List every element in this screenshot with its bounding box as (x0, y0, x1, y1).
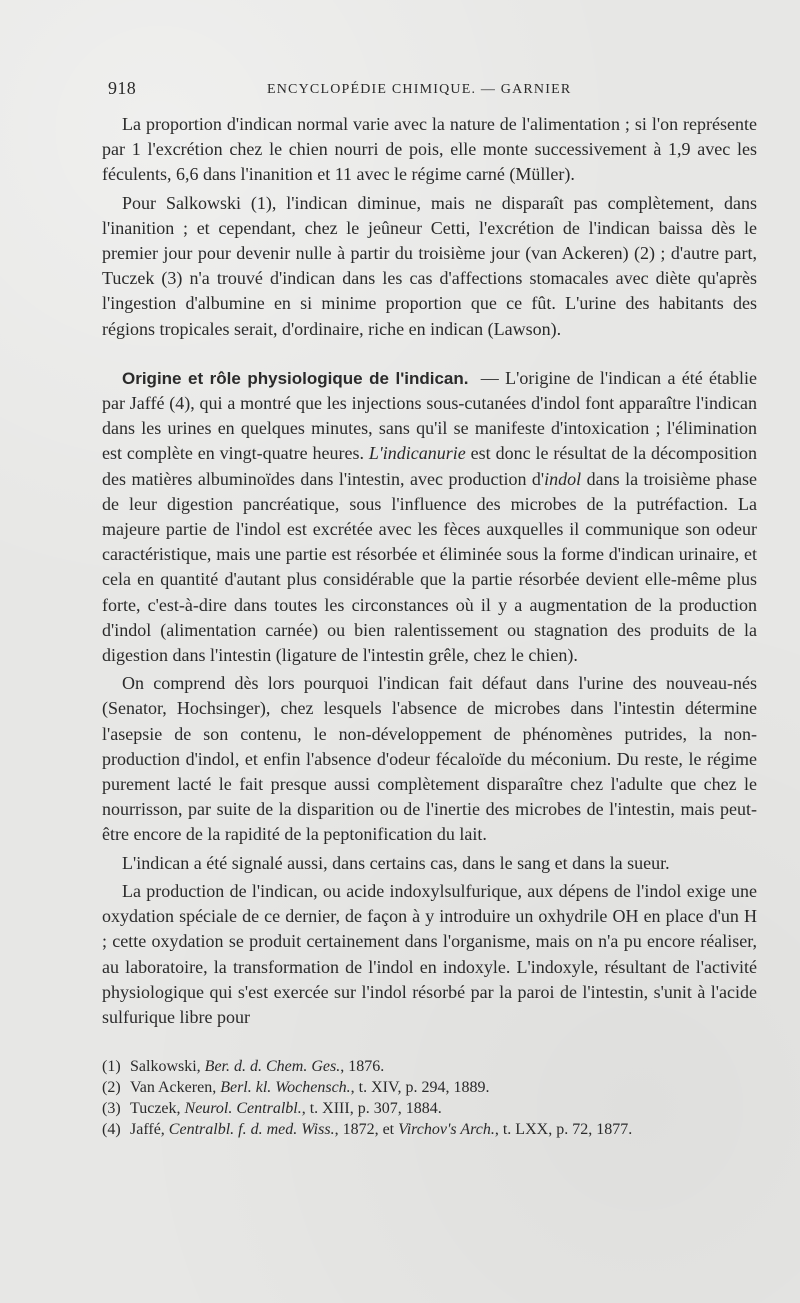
section-paragraph-3: L'indican a été signalé aussi, dans certains cas, dans le sang et dans la sueur. (122, 852, 670, 873)
section-paragraph-1-text-1: — L'origine de l'indican a été établie par Jaffé (4), qui a montré que les injections sous-cutanées d'indol font apparaître l'indican dans les urines en quelques minutes, sans qu'il se manifeste d'intoxication ; l'élimination est complète en vingt-quatre heures. (102, 367, 757, 464)
footnote-journal: Neurol. Centralbl. (184, 1100, 302, 1118)
section-paragraph-1-text-2: est donc le résultat de la décomposition des matières albuminoïdes dans l'intestin, avec production d' (102, 443, 758, 489)
footnote-journal: Centralbl. f. d. med. Wiss. (168, 1121, 335, 1139)
footnote-reference: , 1876. (340, 1058, 385, 1076)
paragraph-2: Pour Salkowski (1), l'indican diminue, mais ne disparaît pas complètement, dans l'inanition ; et cependant, chez le jeûneur Cetti, l'excrétion de l'indican baissa dès le premier jour pour devenir nulle à partir du troisième jour (van Ackeren) (2) ; d'autre part, Tuczek (3) n'a trouvé d'indican dans les cas d'affections stomacales avec diète qu'après l'ingestion d'albumine en si minime proportion que ce fût. L'urine des habitants des régions tropicales serait, d'ordinaire, riche en indican (Lawson). (102, 192, 757, 339)
footnote-1 (102, 1056, 757, 1077)
section-paragraph-1-text-3: dans la troisième phase de leur digestion pancréatique, sous l'influence des microbes de la putréfaction. La majeure partie de l'indol est excrétée avec les fèces auxquelles il communique son odeur caractéristique, mais une partie est résorbée et éliminée sous la forme d'indican urinaire, et cela en quantité d'autant plus considérable que la partie résorbée devient elle-même plus forte, c'est-à-dire dans toutes les circonstances où il y a augmentation de la production d'indol (alimentation carnée) ou bien ralentissement ou stagnation des produits de la digestion dans l'intestin (ligature de l'intestin grêle, chez le chien). (102, 468, 757, 666)
footnote-reference: , t. LXX, p. 72, 1877. (494, 1121, 633, 1139)
section-paragraph-2: On comprend dès lors pourquoi l'indican fait défaut dans l'urine des nouveau-nés (Senator, Hochsinger), chez lesquels l'absence de microbes dans l'intestin détermine l'asepsie de son contenu, le non-développement de phénomènes putrides, la non-production d'indol, et enfin l'absence d'odeur fécaloïde du méconium. Du reste, le régime purement lacté le fait presque aussi complètement disparaître chez l'adulte que chez le nourrisson, par suite de la disparition ou de l'inertie des microbes de l'intestin, mais peut-être encore de la rapidité de la peptonification du lait. (102, 673, 757, 845)
footnote-number: (2) (102, 1079, 121, 1097)
footnote-3 (102, 1098, 757, 1119)
footnote-journal: Berl. kl. Wochensch. (220, 1079, 351, 1097)
section-title: Origine et rôle physiologique de l'indican. (122, 368, 469, 388)
running-head: ENCYCLOPÉDIE CHIMIQUE. — GARNIER (267, 82, 572, 97)
footnote-journal: Ber. d. d. Chem. Ges. (204, 1058, 341, 1076)
section-paragraph-1-italic-1: L'indicanurie (368, 443, 466, 464)
page-header (102, 78, 758, 112)
paragraph-1: La proportion d'indican normal varie avec la nature de l'alimentation ; si l'on représente par 1 l'excrétion chez le chien nourri de pois, elle monte successivement à 1,9 avec les féculents, 6,6 dans l'inanition et 11 avec le régime carné (Müller). (102, 114, 757, 185)
footnotes (102, 1056, 757, 1140)
section-paragraph-4: La production de l'indican, ou acide indoxylsulfurique, aux dépens de l'indol exige une oxydation spéciale de ce dernier, de façon à y introduire un oxhydrile OH en place d'un H ; cette oxydation se produit certainement dans l'organisme, mais on n'a pu encore réaliser, au laboratoire, la transformation de l'indol en indoxyle. L'indoxyle, résultant de l'activité physiologique qui s'est exercée sur l'indol résorbé par la paroi de l'intestin, s'unit à l'acide sulfurique libre pour (102, 880, 757, 1027)
footnote-text: Salkowski, (130, 1058, 205, 1076)
footnote-text: Van Ackeren, (130, 1079, 221, 1097)
footnote-journal-2: Virchov's Arch. (398, 1121, 495, 1139)
footnote-number: (3) (102, 1100, 121, 1118)
footnote-2 (102, 1077, 757, 1098)
footnote-text: Tuczek, (130, 1100, 185, 1118)
footnote-number: (4) (102, 1121, 121, 1139)
footnote-number: (1) (102, 1058, 121, 1076)
section-paragraph-1 (102, 366, 757, 668)
footnote-4 (102, 1119, 757, 1140)
footnote-reference: , t. XIV, p. 294, 1889. (350, 1079, 490, 1097)
section-gap (102, 342, 757, 366)
section-paragraph-1-italic-2: indol (544, 468, 582, 489)
footnote-reference: , t. XIII, p. 307, 1884. (301, 1100, 442, 1118)
main-text (102, 112, 757, 1030)
page-number: 918 (108, 78, 137, 98)
footnote-text-middle: , 1872, et (334, 1121, 399, 1139)
footnote-text: Jaffé, (130, 1121, 169, 1139)
